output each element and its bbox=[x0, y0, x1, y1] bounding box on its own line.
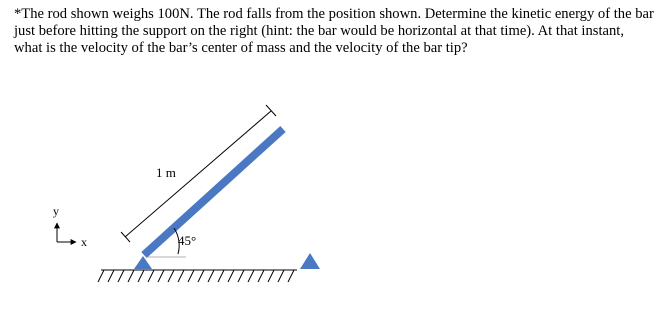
problem-statement: *The rod shown weighs 100N. The rod falls from the position shown. Determine the kinetic energy of the bar just before hitting the support on the right (hint: the bar would be horizontal at that time). At that instant, what is the velocity of the bar’s center of mass and the velocity of the bar tip? bbox=[14, 6, 654, 56]
length-dimension bbox=[121, 105, 276, 242]
axes bbox=[53, 204, 87, 249]
right-support bbox=[300, 253, 320, 269]
ground bbox=[98, 270, 297, 282]
pivot-support bbox=[134, 256, 152, 269]
angle-label: 45° bbox=[178, 233, 197, 248]
x-axis-label: x bbox=[81, 235, 87, 249]
length-label: 1 m bbox=[156, 165, 176, 180]
rod bbox=[144, 129, 283, 255]
y-axis-label: y bbox=[53, 204, 59, 218]
